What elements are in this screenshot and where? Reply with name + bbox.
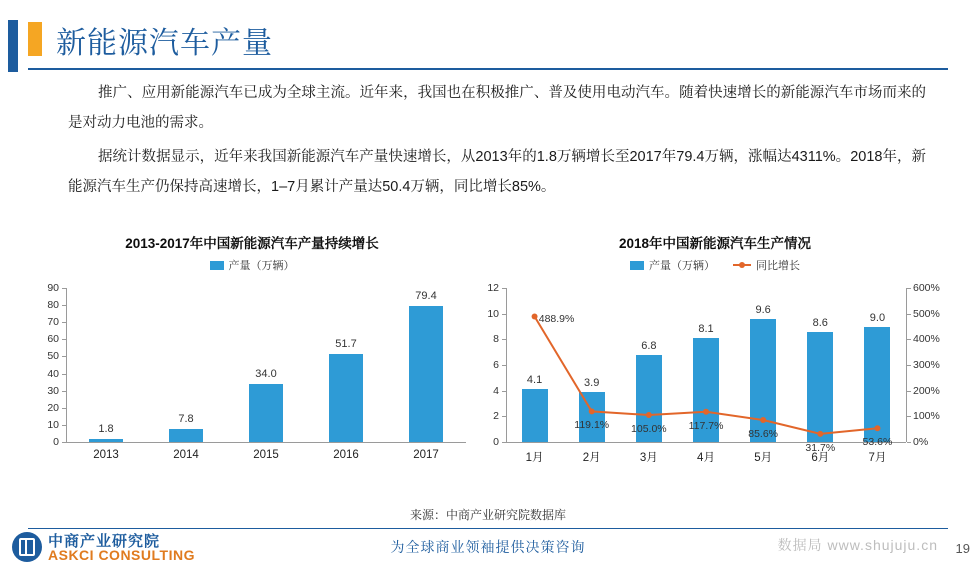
bar-value-label: 6.8: [641, 339, 657, 352]
y-axis-tick-label: 10: [47, 418, 59, 431]
x-axis-tick-label: 2017: [413, 449, 439, 461]
secondary-y-axis-tick-mark: [907, 314, 911, 315]
y-axis-line: [506, 288, 507, 442]
x-axis-tick-label: 3月: [639, 452, 658, 464]
header-accent-block: [28, 22, 42, 56]
chart-right-title: 2018年中国新能源汽车生产情况: [618, 236, 812, 251]
x-axis-tick-label: 4月: [697, 452, 715, 464]
chart-left: [32, 232, 472, 492]
bar-value-label: 51.7: [335, 337, 357, 350]
source-note: 来源：中商产业研究院数据库: [409, 508, 566, 522]
y-axis-tick-mark: [502, 416, 506, 417]
legend-item-production: [210, 257, 295, 273]
paragraph-1-text: 推广、应用新能源汽车已成为全球主流。近年来，我国也在积极推广、普及使用电动汽车。随着快速增长的新能源汽车市场而来的是对动力电池的需求。: [68, 85, 926, 131]
y-axis-tick-mark: [62, 305, 66, 306]
secondary-y-axis-tick-label: 300%: [913, 359, 940, 371]
bar-value-label: 34.0: [255, 367, 277, 380]
y-axis-tick-mark: [62, 442, 66, 443]
header-left-bar: [8, 20, 18, 72]
legend-label-production: 产量（万辆）: [228, 260, 295, 272]
bar-2016: [329, 354, 363, 442]
bar-value-label: 8.1: [698, 323, 714, 336]
y-axis-tick-mark: [62, 322, 66, 323]
x-axis-tick-label: 2016: [333, 449, 359, 461]
bar-6月: [807, 332, 833, 442]
x-axis-tick-label: 2014: [173, 449, 199, 461]
paragraph-2-text: 据统计数据显示，近年来我国新能源汽车产量快速增长，从2013年的1.8万辆增长至2017年79.4万辆，涨幅达4311%。2018年，新能源汽车生产仍保持高速增长，1–7月累计产量达50.4万辆，同比增长85%。: [68, 149, 926, 195]
chart-left-legend: [32, 256, 472, 274]
y-axis-tick-label: 0: [493, 436, 499, 448]
bar-5月: [748, 319, 779, 442]
y-axis-line: [66, 288, 67, 442]
secondary-y-axis-tick-label: 500%: [913, 307, 940, 320]
bar-2017: [409, 306, 443, 442]
y-axis-tick-mark: [62, 288, 66, 289]
line-value-label: 85.6%: [748, 428, 779, 441]
line-value-label: 105.0%: [631, 423, 667, 436]
bar-2015: [249, 384, 283, 442]
y-axis-tick-mark: [62, 391, 66, 392]
x-axis-tick-label: 5月: [754, 452, 773, 464]
x-axis-tick-label: 2013: [93, 449, 119, 461]
y-axis-tick-label: 6: [493, 359, 499, 371]
y-axis-tick-mark: [502, 391, 506, 392]
y-axis-tick-label: 60: [47, 333, 59, 346]
line-value-label: 488.9%: [538, 312, 575, 325]
legend-label-growth: 同比增长: [756, 260, 800, 272]
legend-line-swatch-icon: [733, 264, 751, 266]
y-axis-tick-mark: [502, 442, 506, 443]
secondary-y-axis-tick-label: 100%: [913, 410, 940, 423]
bar-value-label: 3.9: [584, 376, 600, 389]
slide-footer: [0, 529, 976, 563]
bar-2014: [169, 429, 203, 442]
secondary-y-axis-tick-label: 600%: [913, 282, 940, 294]
chart-right-legend: [480, 256, 950, 274]
x-axis-tick-label: 1月: [525, 452, 544, 464]
header-divider: [28, 68, 948, 70]
y-axis-tick-label: 50: [47, 350, 59, 363]
x-axis-tick-label: 2月: [582, 452, 601, 464]
y-axis-tick-mark: [502, 288, 506, 289]
bar-value-label: 9.0: [869, 311, 886, 324]
legend-label-production: 产量（万辆）: [649, 260, 715, 272]
chart-left-title: 2013-2017年中国新能源汽车产量持续增长: [125, 236, 379, 251]
secondary-y-axis-tick-mark: [907, 391, 911, 392]
y-axis-tick-label: 10: [487, 307, 499, 320]
company-name-en: ASKCI CONSULTING: [48, 547, 195, 563]
y-axis-tick-label: 2: [493, 410, 499, 423]
bar-1月: [522, 389, 548, 442]
y-axis-tick-label: 8: [493, 333, 499, 346]
y-axis-tick-mark: [62, 374, 66, 375]
y-axis-tick-mark: [62, 408, 66, 409]
page-title: 新能源汽车产量: [56, 27, 273, 60]
bar-value-label: 7.8: [178, 412, 194, 425]
line-value-label: 53.6%: [862, 436, 893, 449]
line-value-label: 119.1%: [574, 419, 610, 432]
legend-item-growth: [733, 257, 800, 273]
chart-right: [480, 232, 950, 492]
secondary-y-axis-tick-label: 400%: [913, 333, 940, 346]
x-axis-line: [506, 442, 906, 443]
y-axis-tick-label: 40: [47, 367, 59, 380]
legend-bar-swatch-icon: [210, 261, 224, 270]
body-paragraph-2: [68, 142, 926, 202]
footer-slogan: 为全球商业领袖提供决策咨询: [390, 539, 586, 555]
x-axis-tick-label: 2015: [253, 449, 279, 461]
secondary-y-axis-tick-mark: [907, 365, 911, 366]
line-value-label: 31.7%: [805, 441, 836, 454]
y-axis-tick-label: 90: [47, 282, 59, 294]
bar-value-label: 4.1: [526, 374, 543, 387]
y-axis-tick-mark: [62, 425, 66, 426]
x-axis-tick-label: 6月: [811, 452, 830, 464]
chart-left-plot: [32, 278, 472, 468]
y-axis-tick-mark: [502, 339, 506, 340]
y-axis-tick-label: 4: [493, 384, 499, 397]
secondary-y-axis-tick-mark: [907, 442, 911, 443]
y-axis-tick-label: 30: [47, 384, 59, 397]
bar-2月: [579, 392, 605, 442]
y-axis-tick-label: 70: [47, 316, 59, 329]
chart-right-plot: [480, 278, 950, 468]
y-axis-tick-mark: [62, 339, 66, 340]
bar-value-label: 9.6: [755, 303, 771, 316]
slide-header: [0, 10, 976, 62]
x-axis-line: [66, 442, 466, 443]
page-number: 19: [955, 541, 970, 556]
secondary-y-axis-tick-label: 200%: [913, 384, 940, 397]
bar-value-label: 79.4: [415, 290, 437, 303]
body-paragraph-1: [68, 78, 926, 138]
secondary-y-axis-tick-mark: [907, 416, 911, 417]
bar-7月: [864, 327, 890, 443]
y-axis-tick-mark: [502, 365, 506, 366]
company-name-cn: 中商产业研究院: [48, 533, 161, 550]
bar-value-label: 1.8: [98, 422, 114, 435]
secondary-y-axis-tick-label: 0%: [913, 436, 929, 448]
legend-item-production: [630, 257, 715, 273]
bar-value-label: 8.6: [812, 316, 828, 329]
y-axis-tick-label: 0: [53, 436, 59, 448]
secondary-y-axis-tick-mark: [907, 288, 911, 289]
line-value-label: 117.7%: [688, 419, 724, 432]
y-axis-tick-mark: [62, 356, 66, 357]
bar-2013: [89, 439, 123, 442]
y-axis-tick-mark: [502, 314, 506, 315]
secondary-y-axis-tick-mark: [907, 339, 911, 340]
x-axis-tick-label: 7月: [868, 452, 887, 464]
y-axis-tick-label: 20: [47, 401, 59, 414]
y-axis-tick-label: 12: [487, 282, 499, 294]
legend-bar-swatch-icon: [630, 261, 644, 270]
watermark-text: 数据局 www.shujuju.cn: [777, 537, 938, 553]
y-axis-tick-label: 80: [47, 299, 59, 312]
